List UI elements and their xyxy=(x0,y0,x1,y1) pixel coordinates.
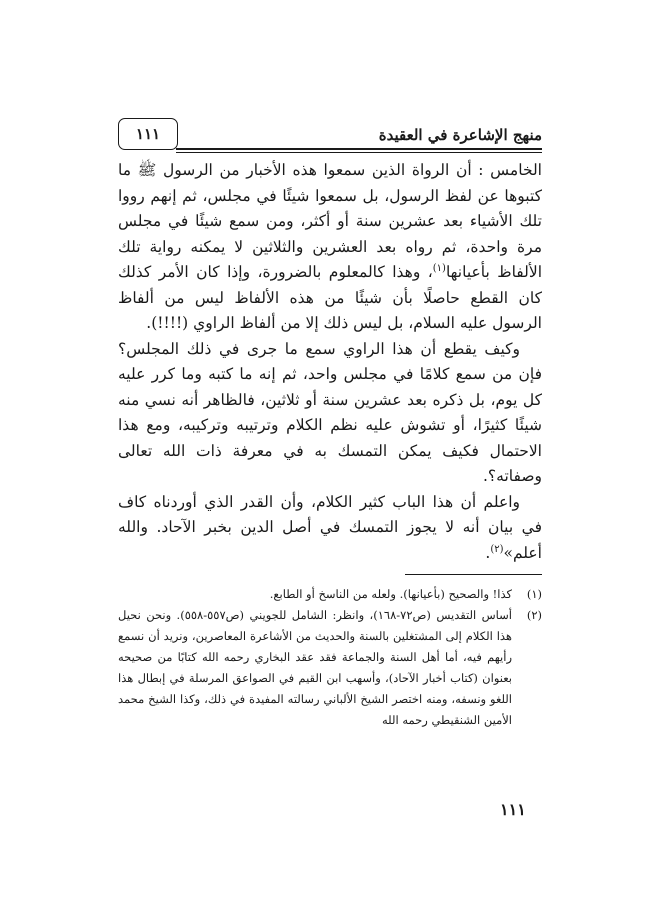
footnote-text: أساس التقديس (ص٧٢-١٦٨)، وانظر: الشامل للجويني (ص٥٥٧-٥٥٨). ونحن نحيل هذا الكلام إلى المشتغلين بالسنة والحديث من الأشاعرة المعاصرين، ونريد أن نسمع رأيهم فيه، أما أهل السنة والجماعة فقد عقد البخاري رحمه الله كتابًا من صحيحه بعنوان (كتاب أخبار الآحاد)، وأسهب ابن القيم في الصواعق المرسلة في إبطال هذا اللغو ونسفه، ومنه اختصر الشيخ الألباني رسالته المفيدة في ذلك، وكذا الشيخ محمد الأمين الشنقيطي رحمه الله xyxy=(118,608,512,727)
paragraph-3-tail: . xyxy=(485,543,491,562)
header-rule xyxy=(176,148,542,150)
footnote-ref-2: (٢) xyxy=(490,543,504,555)
header-rule-thin xyxy=(176,152,542,153)
footnote-ref-1: (١) xyxy=(432,262,446,274)
paragraph-3 xyxy=(118,490,542,567)
footnote-separator xyxy=(405,574,542,575)
paragraph-1-tail: ، وهذا كالمعلوم بالضرورة، وإذا كان الأمر كذلك كان القطع حاصلًا بأن شيئًا من هذه الألفاظ ليس من ألفاظ الرسول عليه السلام، بل ليس ذلك إلا من ألفاظ الراوي (!!!!). xyxy=(118,263,542,332)
footnote-number: (٢) xyxy=(526,608,542,622)
running-header xyxy=(118,118,542,158)
header-page-number: ١١١ xyxy=(118,118,178,150)
header-title: منهج الإشاعرة في العقيدة xyxy=(378,126,542,144)
footnote-text: كذا! والصحيح (بأعيانها). ولعله من الناسخ أو الطابع. xyxy=(269,587,512,601)
footnote-1 xyxy=(118,584,542,605)
paragraph-3-text: واعلم أن هذا الباب كثير الكلام، وأن القدر الذي أوردناه كاف في بيان أنه لا يجوز التمسك في أصل الدين بخبر الآحاد. والله أعلم» xyxy=(118,492,542,562)
body-text xyxy=(118,158,542,566)
paragraph-2: وكيف يقطع أن هذا الراوي سمع ما جرى في ذلك المجلس؟ فإن من سمع كلامًا في مجلس واحد، ثم إنه ما كتبه وما كرر عليه كل يوم، بل ذكره بعد عشرين سنة أو ثلاثين، فالظاهر أنه نسي منه شيئًا كثيرًا، أو تشوش عليه نظم الكلام وترتيبه وتركيبه، ومع هذا الاحتمال فكيف يمكن التمسك به في معرفة ذات الله تعالى وصفاته؟. xyxy=(118,339,542,485)
paragraph-1-text: الخامس : أن الرواة الذين سمعوا هذه الأخبار من الرسول ﷺ ما كتبوها عن لفظ الرسول، بل سمعوا شيئًا في مجلس، ثم إنهم رووا تلك الأشياء بعد عشرين سنة أو أكثر، ومن سمع شيئًا في مجلس مرة واحدة، ثم رواه بعد العشرين والثلاثين لا يمكنه رواية تلك الألفاظ بأعيانها xyxy=(118,161,542,281)
footnotes xyxy=(118,584,542,731)
paragraph-1 xyxy=(118,158,542,337)
footnote-2 xyxy=(118,605,542,731)
footer-page-number: ١١١ xyxy=(500,800,526,819)
footnote-number: (١) xyxy=(526,587,542,601)
